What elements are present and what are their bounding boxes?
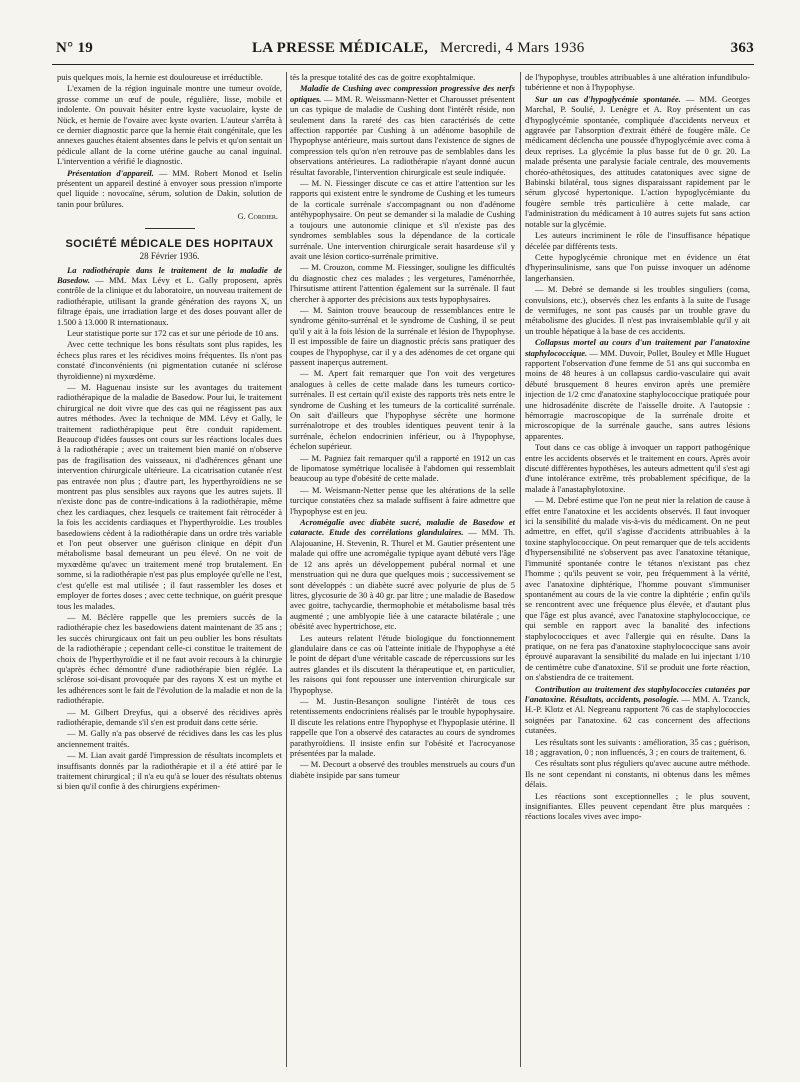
article-title: Acromégalie avec diabète sucré, maladie de Basedow et cataracte. Etude des corrélations glandulaires. <box>290 517 515 538</box>
section-separator <box>145 228 195 229</box>
paragraph: — M. Apert fait remarquer que l'on voit des vergetures analogues à celles de cette malade dans les tumeurs cortico-surrénales. Il est certain qu'il existe des rapports très nets entre le syndrome de Cushing et les tumeurs de la corticalité surrénale. On sait d'ailleurs que l'hypophyse sécrète une hormone surrénalotrope et des troubles identiques peuvent tenir à la surrénale, échelon endocrinien inférieur, ou à l'hypophyse, échelon supérieur. <box>290 368 515 452</box>
issue-date: Mercredi, 4 Mars 1936 <box>440 40 585 56</box>
paragraph: Ces résultats sont plus réguliers qu'avec aucune autre méthode. Ils ne sont cependant ni constants, ni obtenus dans les mêmes délais. <box>525 758 750 790</box>
column-divider <box>286 72 287 1067</box>
paragraph: Avec cette technique les bons résultats sont plus rapides, les échecs plus rares et les récidives moins fréquentes. Ils n'ont pas constaté d'inconvénients (ni pigmentation cutanée ni sclérose thyroïdienne) ni myxœdème. <box>57 339 282 381</box>
journal-title: LA PRESSE MÉDICALE, <box>252 40 429 56</box>
column-left <box>57 72 282 1067</box>
article-title: Présentation d'appareil. <box>67 167 154 178</box>
column-divider <box>520 72 521 1067</box>
signature: G. Cordier. <box>237 211 278 222</box>
paragraph: Les résultats sont les suivants : amélioration, 35 cas ; guérison, 18 ; aggravation, 0 ; non influencés, 3 ; en cours de traitement, 6. <box>525 736 750 757</box>
paragraph: — M. N. Fiessinger discute ce cas et attire l'attention sur les rapports qui existent entre le syndrome de Cushing et les tumeurs de la corticale surrénale s'accompagnant ou non d'adénome antéhypophysaire. On peut se demander si la maladie de Cushing a toujours une autonomie clinique et s'il n'existe pas des syndromes semblables sous la dépendance de la corticale surrénale. Une intervention chirurgicale serait hasardeuse s'il y avait une lésion cortico-surrénale primitive. <box>290 178 515 261</box>
paragraph <box>525 94 750 229</box>
paragraph: — M. Haguenau insiste sur les avantages du traitement radiothérapique de la maladie de Basedow. Pour lui, le traitement chirurgical ne doit vivre que des cas qui ne réagissent pas aux autres méthodes. Avec la technique de MM. Lévy et Gally, le traitement radiothérapique peut être conduit rapidement. Beaucoup d'idées fausses ont cours sur les réactions locales dues à la radiothérapie ; avec un traitement bien manié on n'observe pas de fragilisation des vaisseaux, ni d'adhérences gênant une intervention chirurgicale ultérieure. La cicatrisation cutanée n'est pas entravée non plus ; d'autre part, les hyperthyroïdiens ne se montrent pas plus sensibles aux rayons que les autres sujets. Il n'existe donc pas de contre-indications à la radiothérapie, même chez les cardiaques, chez lesquels ce traitement fait rétrocéder à la fois les accidents cardiaques et l'hyperthyroïdie. Les troubles basedowiens cèdent à la radiothérapie dans un ordre très variable et l'on peut observer une guérison clinique en dépit d'un métabolisme basal demeurant un peu élevé. On ne voit de myxœdème qu'avec un traitement mené trop brutalement. En somme, si la radiothérapie n'est pas plus employée qu'elle ne l'est, c'est qu'elle est mal utilisée ; il faut rassembler les doses et employer de fortes doses ; avec cette technique, on guérit presque tous les malades. <box>57 381 282 611</box>
article-body: — MM. Georges Marchal, P. Soulié, J. Lenègre et A. Roy présentent un cas d'hypoglycémie spontanée, compliquée d'accidents nerveux et aggravée par l'absorption d'extrait éthéré de fougère mâle. Ce médicament déclencha une poussée d'hypoglycémie avec coma à deux reprises. La glycémie la plus basse fut de 0 gr. 20. La malade présenta une paralysie faciale centrale, des mouvements choréo-athétosiques, des attitudes catatoniques avec signe de Babinski bilatéral, tous signes disparaissant rapidement par le sérum glycosé hypertonique. L'action hypoglycémiante du fougère semble très particulière à cette malade, car l'administration du médicament à 10 autres sujets fut sans action notable sur la glycémie. <box>525 93 750 229</box>
paragraph: tés la presque totalité des cas de goitre exophtalmique. <box>290 72 476 82</box>
paragraph: Les auteurs incriminent le rôle de l'insuffisance hépatique décelée par différents tests. <box>525 230 750 251</box>
article-body: — MM. A. Tzanck, H.-P. Klotz et Al. Negreanu rapportent 76 cas de staphylococcies soignées par l'anatoxine. 62 cas concernent des affections cutanées. <box>525 693 750 736</box>
paragraph <box>57 265 282 327</box>
paragraph <box>525 684 750 736</box>
paragraph: puis quelques mois, la hernie est douloureuse et irréductible. <box>57 72 263 82</box>
paragraph: — M. Gally n'a pas observé de récidives dans les cas les plus anciennement traités. <box>57 728 282 749</box>
paragraph: — M. Decourt a observé des troubles menstruels au cours d'un diabète insipide par sans tumeur <box>290 759 515 780</box>
section-date: 28 Février 1936. <box>139 251 200 262</box>
paragraph: L'examen de la région inguinale montre une tumeur ovoïde, grosse comme un œuf de poule, régulière, lisse, mobile et indolente. On pouvait hésiter entre kyste vacuolaire, kyste de Nück, et hernie de l'ovaire avec kyste ovarien. L'auteur s'arrêta à ce dernier diagnostic parce que la hernie était congénitale, que les annexes gauches étaient absentes dans le pelvis et qu'on sentait un pédicule allant de la corne utérine gauche au canal inguinal. L'intervention a vérifié le diagnostic. <box>57 83 282 167</box>
paragraph: — M. Weismann-Netter pense que les altérations de la selle turcique constatées chez sa malade suffisent à faire admettre que l'hypophyse est en jeu. <box>290 484 515 516</box>
page-number: 363 <box>730 40 754 56</box>
paragraph: Tout dans ce cas oblige à invoquer un rapport pathogénique entre les accidents observés et le traitement en cours. Après avoir discuté différentes hypothèses, les auteurs admettent qu'il s'est agi d'une intolérance extrême, très probablement spécifique, de la malade à l'anastaphylotoxine. <box>525 442 750 494</box>
paragraph: — M. Lian avait gardé l'impression de résultats incomplets et insuffisants donnés par la radiothérapie et il a été attiré par le traitement chirurgical ; il n'a eu qu'à se louer des résultats obtenus si bien qu'il confie à des chirurgiens expérimen- <box>57 750 282 792</box>
paragraph: — M. Debré se demande si les troubles singuliers (coma, convulsions, etc.), observés chez les enfants à la suite de l'usage de vermifuges, ne sont pas causés par un trouble grave du métabolisme des glucides. Il n'est pas invraisemblable qu'il y ait un trouble hépatique à la base de ces accidents. <box>525 284 750 336</box>
issue-number: N° 19 <box>56 40 94 56</box>
article-body: — MM. Th. Alajouanine, H. Stevenin, R. Thurel et M. Gautier présentent une malade qui offre une acromégalie typique ayant débuté vers l'âge de 12 ans après un développement pubéral normal et une menstruation qui ne dura que quelques mois ; successivement se sont développés : un diabète sucré avec polyurie de plus de 5 litres, glycosurie de 30 à 40 gr. par litre ; une maladie de Basedow avec goitre, tachycardie, thermophobie et métabolisme basal très augmenté ; une amblyopie liée à une cataracte bilatérale ; une obésité avec hypertrichose, etc. <box>290 527 515 632</box>
column-right <box>525 72 750 1067</box>
article-body: — MM. R. Weissmann-Netter et Charousset présentent un cas typique de maladie de Cushing dont l'intérêt réside, non seulement dans la rareté des cas bien caractérisés de cette affection rapportée par Cushing à un adénome basophile de l'hypophyse antérieure, mais surtout dans l'existence de signes de compression tels qu'on n'en retrouve pas de semblables dans les observations antérieures. La radiothérapie n'ayant donné aucun résultat favorable, l'intervention chirurgicale est seule indiquée. <box>290 93 515 177</box>
paragraph: de l'hypophyse, troubles attribuables à une altération infundibulo-tubérienne et non à l'hypophyse. <box>525 72 750 93</box>
paragraph: — M. Gilbert Dreyfus, qui a observé des récidives après radiothérapie, demande s'il s'en est produit dans cette série. <box>57 706 282 727</box>
paragraph: Les réactions sont exceptionnelles ; le plus souvent, insignifiantes. Elles peuvent cependant être plus marquées : réactions locales vives avec impo- <box>525 790 750 822</box>
paragraph: — M. Béclère rappelle que les premiers succès de la radiothérapie chez les basedowiens datent maintenant de 35 ans ; les succès chirurgicaux ont fait un peu oublier les bons résultats de la radiothérapie ; cependant celle-ci constitue le traitement de choix de l'hyperthyroïdie et il ne faut avoir recours à la chirurgie qu'après échec démontré d'une radiothérapie bien réglée. La sclérose soi-disant provoquée par des rayons X est un mythe et les adhérences sont le fait de l'évolution de la maladie et non de la radiothérapie. <box>57 611 282 706</box>
article-title: Collapsus mortel au cours d'un traitement par l'anatoxine staphylococcique. <box>525 337 750 358</box>
paragraph <box>290 83 515 177</box>
paragraph <box>57 168 282 210</box>
paragraph: Leur statistique porte sur 172 cas et sur une période de 10 ans. <box>67 327 279 338</box>
paragraph: — M. Debré estime que l'on ne peut nier la relation de cause à effet entre l'anatoxine et les accidents observés. Il faut invoquer ici la sensibilité du malade vis-à-vis du médicament. On ne peut admettre, en effet, qu'il s'agisse d'accidents attribuables à la toxine staphylococcique. On peut remarquer que de tels accidents d'hypersensibilité ne s'observent pas avec l'anatoxine tétanique, l'immunité spontanée contre le tétanos n'existant pas chez l'homme ; qu'ils peuvent se voir, peu fréquemment à la vérité, avec l'anatoxine diphtérique, l'homme pouvant s'immuniser spontanément au cours de la vie contre la diphtérie ; enfin qu'ils se rencontrent avec une fréquence plus élevée, et d'autant plus que l'âge est plus avancé, avec l'anatoxine staphylococcique, ce qui semble en rapport avec la banalité des infections staphylococciques et avec l'allergie qui en résulte. Dans la pratique, on ne fera pas d'anatoxine staphylococcique sans avoir éprouvé auparavant la sensibilité du malade en lui injectant 1/10 de centimètre cube d'anatoxine. S'il se produit une forte réaction, on s'abstiendra de ce traitement. <box>525 495 750 683</box>
paragraph <box>290 517 515 631</box>
paragraph: Les auteurs relatent l'étude biologique du fonctionnement glandulaire dans ce cas où l'atteinte initiale de l'hypophyse a été le point de départ d'une véritable cascade de répercussions sur les autres glandes et ils discutent la thérapeutique et, en particulier, les raisons qui font repousser une intervention chirurgicale sur l'hypophyse. <box>290 632 515 695</box>
article-body: — MM. Duvoir, Pollet, Bouley et Mlle Huguet rapportent l'observation d'une femme de 51 ans qui succomba en moins de 48 heures à un collapsus cardio-vasculaire qui avait débuté brusquement 8 heures environ après une première injection de 1/2 cmc d'anatoxine staphylococcique pratiquée pour une hidrosadénite discrète de l'aisselle droite. A l'autopsie : hémorragie macroscopique de la surrénale droite et microscopique de la surrénale gauche, sans autres lésions apparentes. <box>525 347 750 441</box>
column-middle <box>290 72 515 1067</box>
section-title: SOCIÉTÉ MÉDICALE DES HOPITAUX <box>65 237 274 250</box>
paragraph: — M. Pagniez fait remarquer qu'il a rapporté en 1912 un cas de lipomatose symétrique localisée à l'abdomen qui ressemblait beaucoup au type d'obésité de cette malade. <box>290 452 515 484</box>
article-title: Sur un cas d'hypoglycémie spontanée. <box>535 93 681 104</box>
paragraph: Cette hypoglycémie chronique met en évidence un état d'hyperinsulinisme, sans que l'on puisse invoquer un adénome langerhansien. <box>525 251 750 283</box>
article-title: Contribution au traitement des staphylococcies cutanées par l'anatoxine. Résultats, accidents, posologie. <box>525 683 750 704</box>
paragraph: — M. Justin-Besançon souligne l'intérêt de tous ces retentissements endocriniens réalisés par le trouble hypophysaire. Il discute les relations entre l'hypophyse et l'hypoplasie utérine. Il rappelle que l'on a observé des cataractes au cours de syndromes parathyroïdiens. Il insiste enfin sur l'obésité et l'acrocyanose présentées par la malade. <box>290 695 515 758</box>
article-title: Maladie de Cushing avec compression progressive des nerfs optiques. <box>290 83 515 104</box>
article-body: — MM. Robert Monod et Iselin présentent un appareil destiné à envoyer sous pression n'importe quel liquide : novocaïne, sérum, solution de Dakin, solution de tanin pour brûlures. <box>57 167 282 209</box>
header-rule <box>52 64 754 65</box>
article-body: — MM. Max Lévy et L. Gally proposent, après contrôle de la clinique et du laboratoire, un nouveau traitement de radiothérapie, utilisant la grande génération des rayons X, un filtrage épais, une irradiation large et des doses pouvant aller de 1.500 à 13.000 R internationaux. <box>57 274 282 327</box>
article-title: La radiothérapie dans le traitement de la maladie de Basedow. <box>57 264 282 285</box>
paragraph: — M. Sainton trouve beaucoup de ressemblances entre le syndrome génito-surrénal et le syndrome de Cushing, il se peut qu'il y ait à la fois lésion de la surrénale et lésion de l'hypophyse. Il est impossible de faire un diagnostic précis sans pratiquer des coupes de l'hypophyse, car il y a des adénomes de cet organe qui passent inaperçus autrement. <box>290 304 515 367</box>
paragraph: — M. Crouzon, comme M. Fiessinger, souligne les difficultés du diagnostic chez ces malades ; les vergetures, l'aménorrhée, l'hirsutisme attirent l'attention également sur la surrénale. Il faut chercher à apporter des précisions aux tests hypophysaires. <box>290 262 515 304</box>
page-header <box>52 40 754 60</box>
paragraph <box>525 337 750 441</box>
